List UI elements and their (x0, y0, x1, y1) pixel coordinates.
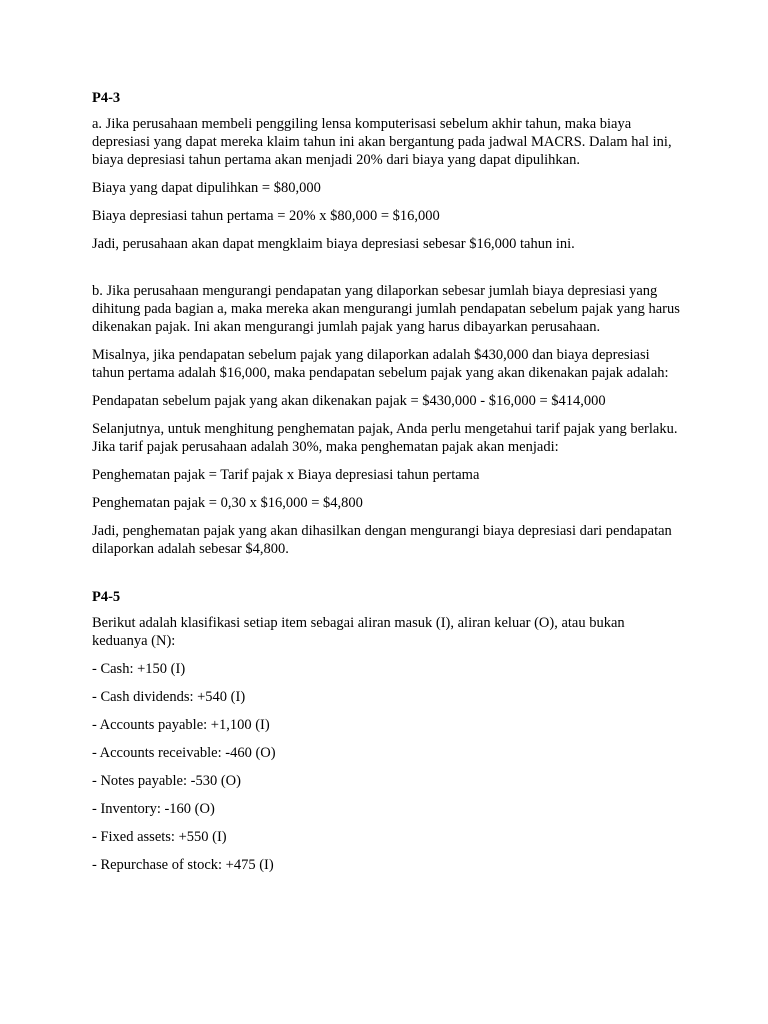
part-b-example: Misalnya, jika pendapatan sebelum pajak yang dilaporkan adalah $430,000 dan biaya depresiasi tahun pertama adalah $16,000, maka pendapatan sebelum pajak yang akan dikenakan pajak adalah: (92, 347, 669, 381)
section-heading-p4-3: P4-3 (92, 90, 121, 106)
p4-5-intro: Berikut adalah klasifikasi setiap item sebagai aliran masuk (I), aliran keluar (O), atau bukan keduanya (N): (92, 615, 625, 649)
part-b-intro: b. Jika perusahaan mengurangi pendapatan yang dilaporkan sebesar jumlah biaya depresiasi yang dihitung pada bagian a, maka mereka akan mengurangi jumlah pendapatan sebelum pajak yang harus dikenakan pajak. Ini akan mengurangi jumlah pajak yang harus dibayarkan perusahaan. (92, 283, 680, 335)
tax-savings-calculation: Penghematan pajak = 0,30 x $16,000 = $4,800 (92, 495, 363, 511)
list-item: - Notes payable: -530 (O) (92, 773, 241, 789)
spacer (92, 568, 682, 588)
taxable-income-line: Pendapatan sebelum pajak yang akan dikenakan pajak = $430,000 - $16,000 = $414,000 (92, 393, 606, 409)
list-item: - Cash: +150 (I) (92, 661, 186, 677)
list-item: - Repurchase of stock: +475 (I) (92, 857, 274, 873)
part-b-next-step: Selanjutnya, untuk menghitung penghematan pajak, Anda perlu mengetahui tarif pajak yang berlaku. Jika tarif pajak perusahaan adalah 30%, maka penghematan pajak akan menjadi: (92, 421, 678, 455)
part-b-conclusion: Jadi, penghematan pajak yang akan dihasilkan dengan mengurangi biaya depresiasi dari pendapatan dilaporkan adalah sebesar $4,800. (92, 523, 672, 557)
tax-savings-formula: Penghematan pajak = Tarif pajak x Biaya depresiasi tahun pertama (92, 467, 480, 483)
list-item: - Cash dividends: +540 (I) (92, 689, 246, 705)
first-year-depreciation-line: Biaya depresiasi tahun pertama = 20% x $80,000 = $16,000 (92, 208, 440, 224)
spacer (92, 263, 682, 282)
recoverable-cost-line: Biaya yang dapat dipulihkan = $80,000 (92, 180, 321, 196)
list-item: - Inventory: -160 (O) (92, 801, 215, 817)
part-a-conclusion: Jadi, perusahaan akan dapat mengklaim biaya depresiasi sebesar $16,000 tahun ini. (92, 236, 575, 252)
section-heading-p4-5: P4-5 (92, 589, 121, 605)
classification-list (92, 660, 682, 874)
list-item: - Fixed assets: +550 (I) (92, 829, 227, 845)
list-item: - Accounts receivable: -460 (O) (92, 745, 276, 761)
list-item: - Accounts payable: +1,100 (I) (92, 717, 270, 733)
document-page (92, 89, 682, 884)
part-a-intro: a. Jika perusahaan membeli penggiling lensa komputerisasi sebelum akhir tahun, maka biaya depresiasi yang dapat mereka klaim tahun ini akan bergantung pada jadwal MACRS. Dalam hal ini, biaya depresiasi tahun pertama akan menjadi 20% dari biaya yang dapat dipulihkan. (92, 116, 672, 168)
